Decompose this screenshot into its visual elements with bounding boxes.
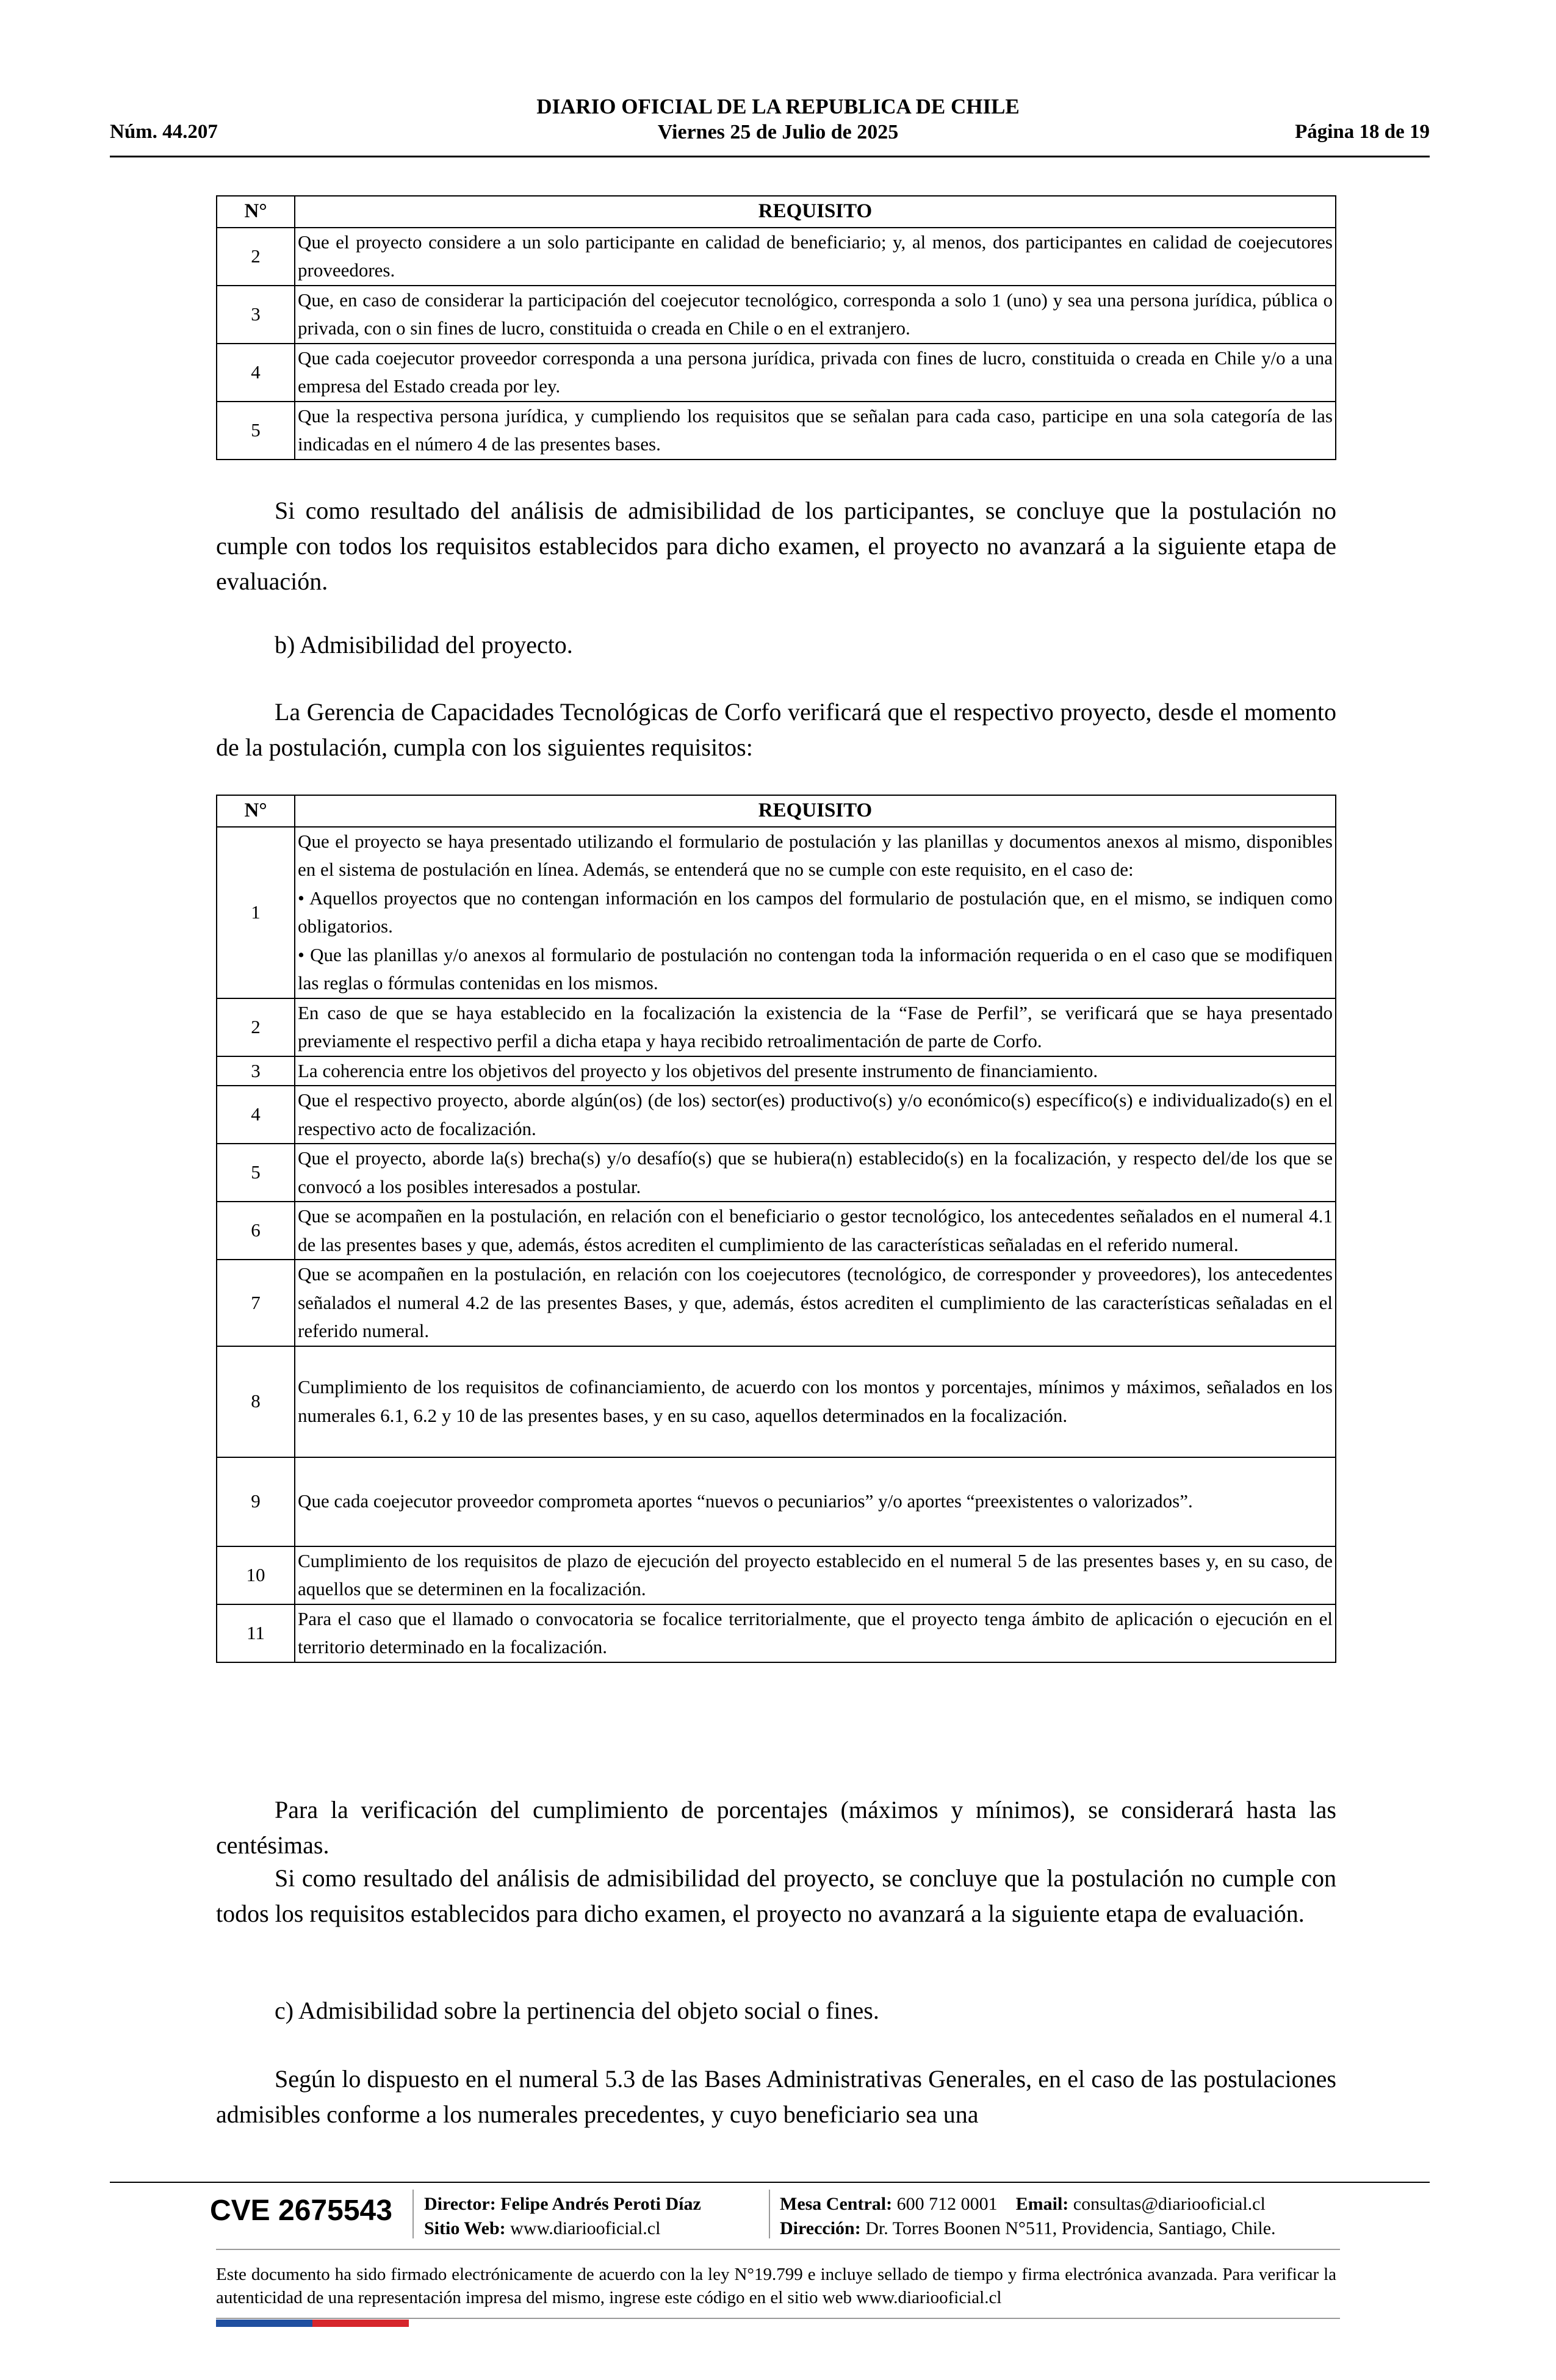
signature-notice: Este documento ha sido firmado electrónicamente de acuerdo con la ley N°19.799 e incluye sellado de tiempo y firma electrónica avanzada. Para verificar la autenticidad de una representación impresa del mismo, ingrese este código en el sitio web www.diariooficial.cl (216, 2265, 1336, 2307)
row-number: 6 (217, 1202, 295, 1260)
row-requirement: Cumplimiento de los requisitos de cofinanciamiento, de acuerdo con los montos y porcentajes, mínimos y máximos, señalados en los numerales 6.1, 6.2 y 10 de las presentes bases, y en su caso, aquellos determinados en la focalización. (295, 1346, 1336, 1457)
paragraph-project-result: Si como resultado del análisis de admisibilidad del proyecto, se concluye que la postulación no cumple con todos los requisitos establecidos para dicho examen, el proyecto no avanzará a la siguiente etapa de evaluación. (216, 1864, 1336, 1927)
row-number: 2 (217, 998, 295, 1056)
header-divider (110, 156, 1430, 157)
row-number: 4 (217, 344, 295, 402)
row-requirement: Que el proyecto, aborde la(s) brecha(s) y/o desafío(s) que se hubiera(n) establecido(s) en la focalización, y respecto del/de los que se convocó a los posibles interesados a postular. (295, 1144, 1336, 1202)
row-requirement: Para el caso que el llamado o convocatoria se focalice territorialmente, que el proyecto tenga ámbito de aplicación o ejecución en el territorio determinado en la focalización. (295, 1604, 1336, 1662)
table-row (217, 998, 1336, 1056)
row-number: 2 (217, 228, 295, 286)
table-row (217, 1086, 1336, 1144)
newspaper-title: DIARIO OFICIAL DE LA REPUBLICA DE CHILE (536, 95, 1020, 118)
table-row (217, 1056, 1336, 1086)
cve-code: CVE 2675543 (210, 2194, 392, 2227)
section-heading-b: b) Admisibilidad del proyecto. (275, 631, 573, 658)
table-row (217, 1202, 1336, 1260)
row-requirement: En caso de que se haya establecido en la focalización la existencia de la “Fase de Perfil”, se verificará que se haya presentado previamente el respectivo perfil a dicha etapa y haya recibido retroalimentación de parte de Corfo. (295, 998, 1336, 1056)
table-row (217, 344, 1336, 402)
flag-stripe-blue (216, 2320, 312, 2327)
footer-director-block: Director: Felipe Andrés Peroti Díaz Sitio Web: www.diariooficial.cl (424, 2194, 701, 2238)
col-header-number: N° (217, 795, 295, 827)
flag-stripe-red (312, 2320, 409, 2327)
row-requirement: Que, en caso de considerar la participación del coejecutor tecnológico, corresponda a solo 1 (uno) y sea una persona jurídica, pública o privada, con o sin fines de lucro, constituida o creada en Chile o en el extranjero. (295, 286, 1336, 344)
row-requirement: Cumplimiento de los requisitos de plazo de ejecución del proyecto establecido en el numeral 5 de las presentes bases y, en su caso, de aquellos que se determinen en la focalización. (295, 1546, 1336, 1604)
table-row (217, 402, 1336, 460)
row-number: 1 (217, 827, 295, 998)
paragraph-social-object: Según lo dispuesto en el numeral 5.3 de las Bases Administrativas Generales, en el caso de las postulaciones admisibles conforme a los numerales precedentes, y cuyo beneficiario sea una (216, 2065, 1336, 2128)
row-number: 4 (217, 1086, 295, 1144)
row-requirement: Que el respectivo proyecto, aborde algún(os) (de los) sector(es) productivo(s) y/o económico(s) específico(s) e individualizado(s) en el respectivo acto de focalización. (295, 1086, 1336, 1144)
table-row (217, 228, 1336, 286)
requirements-table-participants (216, 195, 1336, 460)
table-row (217, 1346, 1336, 1457)
page-indicator: Página 18 de 19 (1295, 121, 1430, 143)
section-heading-c: c) Admisibilidad sobre la pertinencia del objeto social o fines. (275, 1997, 879, 2024)
row-number: 5 (217, 402, 295, 460)
issue-date: Viernes 25 de Julio de 2025 (657, 121, 899, 143)
requirement-intro: Que el proyecto se haya presentado utilizando el formulario de postulación y las planillas y documentos anexos al mismo, disponibles en el sistema de postulación en línea. Además, se entenderá que no se cumple con este requisito, en el caso de: (298, 830, 1333, 880)
col-header-requirement: REQUISITO (295, 795, 1336, 827)
requirements-table-project (216, 795, 1336, 1663)
footer-divider (110, 2182, 1430, 2183)
table-row (217, 286, 1336, 344)
table-row (217, 1546, 1336, 1604)
row-number: 8 (217, 1346, 295, 1457)
phone-number: 600 712 0001 (896, 2194, 998, 2214)
footer-divider (216, 2249, 1340, 2250)
director-name: Felipe Andrés Peroti Díaz (500, 2194, 701, 2214)
col-header-number: N° (217, 196, 295, 228)
table-row (217, 827, 1336, 998)
row-requirement: Que se acompañen en la postulación, en relación con los coejecutores (tecnológico, de corresponder y proveedores), los antecedentes señalados el numeral 4.2 de las presentes Bases, y que, además, éstos acrediten el cumplimiento de las características señaladas en el referido numeral. (295, 1260, 1336, 1346)
footer-contact-block: Mesa Central: 600 712 0001 Email: consultas@diariooficial.cl Dirección: Dr. Torres Boonen N°511, Providencia, Santiago, Chile. (780, 2194, 1276, 2238)
footer-separator (769, 2190, 770, 2238)
table-row (217, 1604, 1336, 1662)
table-header-row (217, 795, 1336, 827)
row-requirement: Que se acompañen en la postulación, en relación con el beneficiario o gestor tecnológico, los antecedentes señalados en el numeral 4.1 de las presentes bases y que, además, éstos acrediten el cumplimiento de las características señaladas en el referido numeral. (295, 1202, 1336, 1260)
row-number: 7 (217, 1260, 295, 1346)
requirement-bullet: • Que las planillas y/o anexos al formulario de postulación no contengan toda la información requerida o en el caso que se modifiquen las reglas o fórmulas contenidas en los mismos. (298, 943, 1333, 993)
row-number: 11 (217, 1604, 295, 1662)
row-requirement: Que cada coejecutor proveedor comprometa aportes “nuevos o pecuniarios” y/o aportes “preexistentes o valorizados”. (295, 1457, 1336, 1546)
footer-divider (216, 2318, 1340, 2319)
paragraph-participants-result: Si como resultado del análisis de admisibilidad de los participantes, se concluye que la postulación no cumple con todos los requisitos establecidos para dicho examen, el proyecto no avanzará a la siguiente etapa de evaluación. (216, 497, 1336, 595)
website-link[interactable]: www.diariooficial.cl (510, 2218, 661, 2238)
table-row (217, 1144, 1336, 1202)
requirement-bullet: • Aquellos proyectos que no contengan información en los campos del formulario de postulación que, en el mismo, se indiquen como obligatorios. (298, 887, 1333, 937)
row-number: 10 (217, 1546, 295, 1604)
row-number: 5 (217, 1144, 295, 1202)
footer-separator (412, 2190, 414, 2238)
col-header-requirement: REQUISITO (295, 196, 1336, 228)
row-number: 9 (217, 1457, 295, 1546)
table-row (217, 1457, 1336, 1546)
table-header-row (217, 196, 1336, 228)
row-requirement: Que cada coejecutor proveedor corresponda a una persona jurídica, privada con fines de lucro, constituida o creada en Chile y/o a una empresa del Estado creada por ley. (295, 344, 1336, 402)
row-requirement: La coherencia entre los objetivos del proyecto y los objetivos del presente instrumento de financiamiento. (295, 1056, 1336, 1086)
table-row (217, 1260, 1336, 1346)
row-number: 3 (217, 1056, 295, 1086)
address: Dr. Torres Boonen N°511, Providencia, Santiago, Chile. (865, 2218, 1276, 2238)
issue-number: Núm. 44.207 (110, 121, 218, 143)
paragraph-project-requirements-intro: La Gerencia de Capacidades Tecnológicas de Corfo verificará que el respectivo proyecto, desde el momento de la postulación, cumpla con los siguientes requisitos: (216, 698, 1336, 761)
row-requirement (295, 827, 1336, 998)
row-requirement: Que la respectiva persona jurídica, y cumpliendo los requisitos que se señalan para cada caso, participe en una sola categoría de las indicadas en el número 4 de las presentes bases. (295, 402, 1336, 460)
row-number: 3 (217, 286, 295, 344)
paragraph-percentages: Para la verificación del cumplimiento de porcentajes (máximos y mínimos), se considerará hasta las centésimas. (216, 1796, 1336, 1859)
email-link[interactable]: consultas@diariooficial.cl (1073, 2194, 1266, 2214)
row-requirement: Que el proyecto considere a un solo participante en calidad de beneficiario; y, al menos, dos participantes en calidad de coejecutores proveedores. (295, 228, 1336, 286)
